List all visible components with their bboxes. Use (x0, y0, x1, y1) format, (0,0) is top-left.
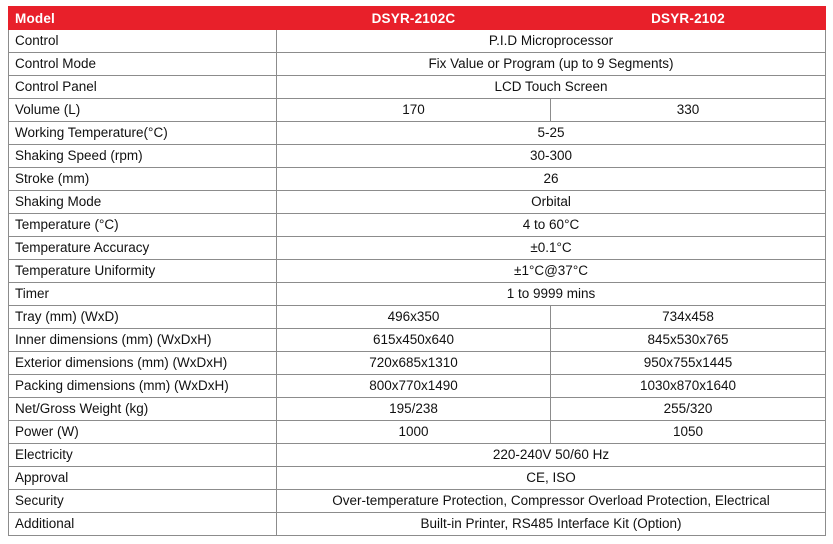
spec-label: Tray (mm) (WxD) (9, 306, 277, 329)
spec-value-model-b: 950x755x1445 (551, 352, 826, 375)
spec-value-model-b: 734x458 (551, 306, 826, 329)
spec-value-shared: Over-temperature Protection, Compressor Overload Protection, Electrical (277, 490, 826, 513)
spec-value-shared: 220-240V 50/60 Hz (277, 444, 826, 467)
spec-value-model-a: 1000 (277, 421, 551, 444)
spec-value-shared: ±1°C@37°C (277, 260, 826, 283)
spec-value-model-b: 1030x870x1640 (551, 375, 826, 398)
spec-value-shared: 4 to 60°C (277, 214, 826, 237)
spec-value-model-a: 170 (277, 99, 551, 122)
table-row (9, 145, 826, 168)
spec-label: Additional (9, 513, 277, 536)
table-row (9, 99, 826, 122)
spec-table-container (8, 6, 825, 536)
table-row (9, 283, 826, 306)
spec-value-shared: 26 (277, 168, 826, 191)
spec-value-model-b: 845x530x765 (551, 329, 826, 352)
spec-value-model-a: 800x770x1490 (277, 375, 551, 398)
spec-label: Control Panel (9, 76, 277, 99)
spec-label: Net/Gross Weight (kg) (9, 398, 277, 421)
header-model-label: Model (9, 7, 277, 30)
table-row (9, 467, 826, 490)
table-row (9, 444, 826, 467)
table-row (9, 352, 826, 375)
spec-value-shared: P.I.D Microprocessor (277, 30, 826, 53)
table-row (9, 329, 826, 352)
spec-label: Security (9, 490, 277, 513)
spec-label: Timer (9, 283, 277, 306)
table-row (9, 398, 826, 421)
spec-label: Inner dimensions (mm) (WxDxH) (9, 329, 277, 352)
table-row (9, 214, 826, 237)
table-row (9, 191, 826, 214)
spec-value-shared: 5-25 (277, 122, 826, 145)
table-row (9, 260, 826, 283)
spec-value-shared: Built-in Printer, RS485 Interface Kit (Option) (277, 513, 826, 536)
header-model-a: DSYR-2102C (277, 7, 551, 30)
spec-value-shared: Orbital (277, 191, 826, 214)
spec-label: Temperature Accuracy (9, 237, 277, 260)
header-row (9, 7, 826, 30)
spec-value-model-b: 330 (551, 99, 826, 122)
spec-value-shared: 30-300 (277, 145, 826, 168)
spec-label: Temperature (°C) (9, 214, 277, 237)
spec-value-model-b: 1050 (551, 421, 826, 444)
spec-value-model-a: 195/238 (277, 398, 551, 421)
spec-value-model-a: 496x350 (277, 306, 551, 329)
table-row (9, 513, 826, 536)
spec-label: Exterior dimensions (mm) (WxDxH) (9, 352, 277, 375)
spec-value-model-a: 615x450x640 (277, 329, 551, 352)
table-row (9, 53, 826, 76)
spec-label: Working Temperature(°C) (9, 122, 277, 145)
spec-label: Shaking Mode (9, 191, 277, 214)
spec-value-shared: CE, ISO (277, 467, 826, 490)
spec-label: Stroke (mm) (9, 168, 277, 191)
spec-table-body (9, 30, 826, 536)
spec-label: Packing dimensions (mm) (WxDxH) (9, 375, 277, 398)
spec-label: Electricity (9, 444, 277, 467)
spec-label: Approval (9, 467, 277, 490)
table-row (9, 490, 826, 513)
table-row (9, 421, 826, 444)
spec-value-model-a: 720x685x1310 (277, 352, 551, 375)
spec-label: Shaking Speed (rpm) (9, 145, 277, 168)
spec-value-shared: ±0.1°C (277, 237, 826, 260)
spec-label: Control (9, 30, 277, 53)
spec-value-shared: 1 to 9999 mins (277, 283, 826, 306)
spec-table (8, 6, 826, 536)
header-model-b: DSYR-2102 (551, 7, 826, 30)
table-row (9, 168, 826, 191)
spec-label: Volume (L) (9, 99, 277, 122)
table-row (9, 76, 826, 99)
spec-label: Temperature Uniformity (9, 260, 277, 283)
spec-value-shared: LCD Touch Screen (277, 76, 826, 99)
spec-label: Control Mode (9, 53, 277, 76)
spec-value-model-b: 255/320 (551, 398, 826, 421)
table-row (9, 30, 826, 53)
table-row (9, 237, 826, 260)
spec-value-shared: Fix Value or Program (up to 9 Segments) (277, 53, 826, 76)
table-row (9, 122, 826, 145)
spec-label: Power (W) (9, 421, 277, 444)
table-row (9, 306, 826, 329)
table-row (9, 375, 826, 398)
